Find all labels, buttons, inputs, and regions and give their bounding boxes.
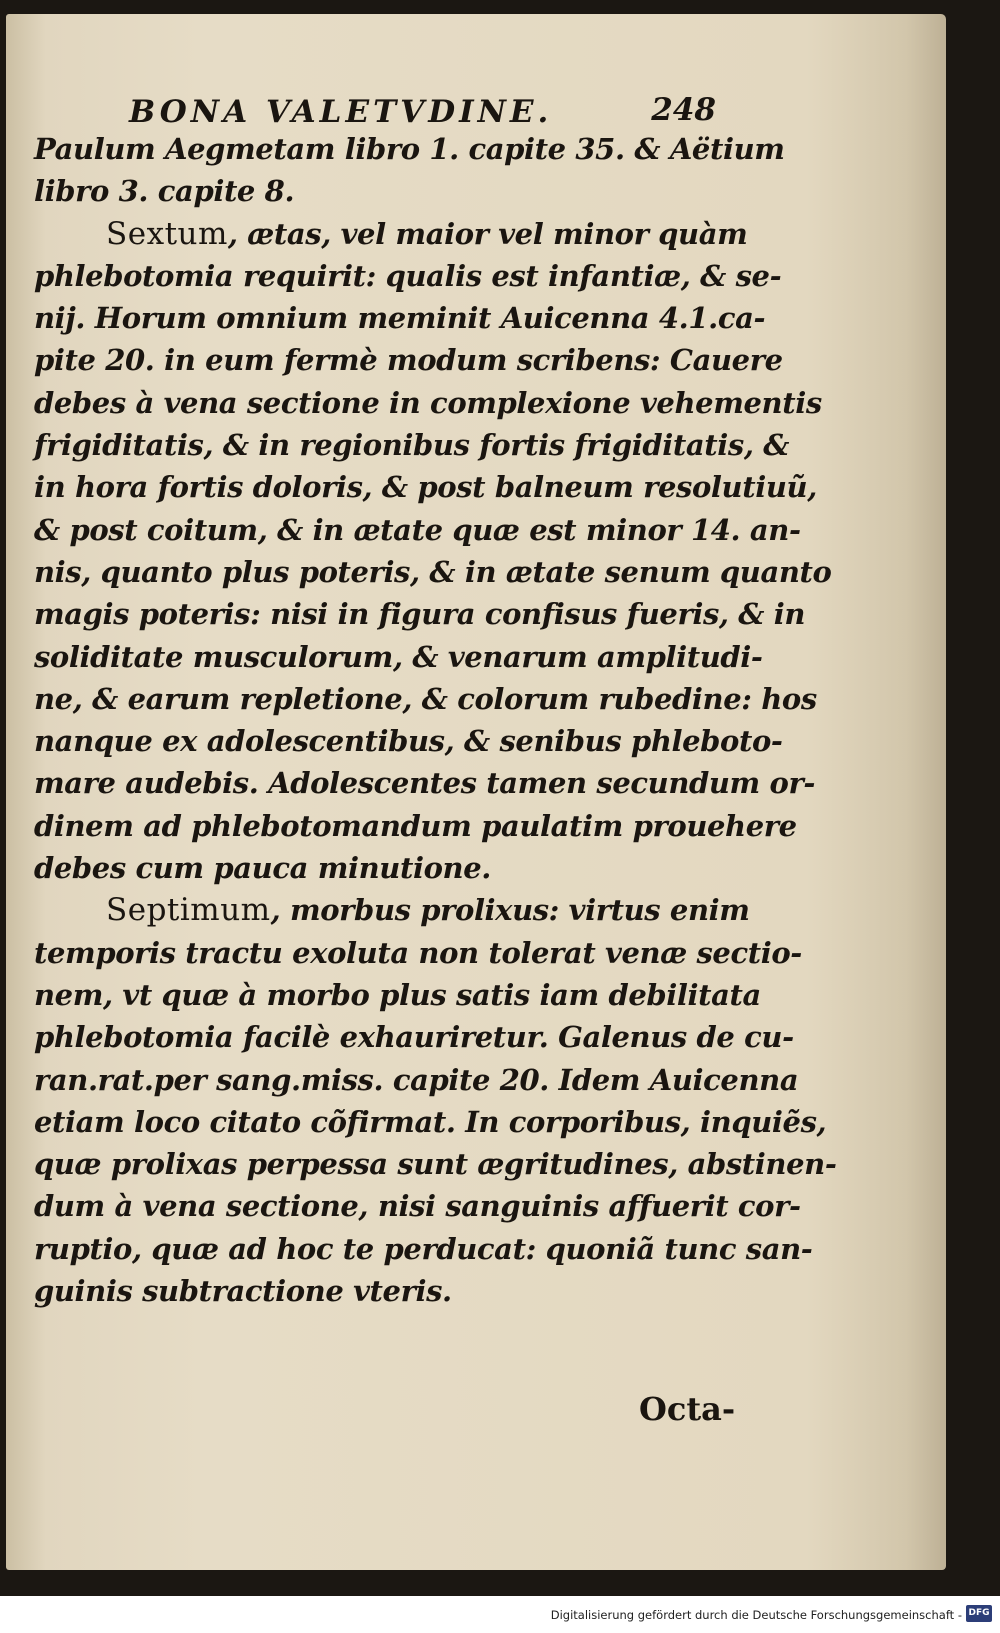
page-number: 248	[651, 92, 716, 128]
text-line: ran.rat.per sang.miss. capite 20. Idem Auicenna	[34, 1062, 799, 1097]
text-line: dum à vena sectione, nisi sanguinis affuerit cor-	[34, 1189, 801, 1224]
text-line: ruptio, quæ ad hoc te perducat: quoniã tunc san-	[34, 1231, 813, 1266]
book-page	[6, 14, 946, 1570]
text-line-lead	[34, 213, 748, 255]
text-line-lead	[34, 889, 750, 931]
text-line: pite 20. in eum fermè modum scribens: Cauere	[34, 343, 783, 378]
text-line: frigiditatis, & in regionibus fortis frigiditatis, &	[34, 428, 789, 463]
text-line: phlebotomia requirit: qualis est infantiæ, & se-	[34, 258, 782, 293]
page-text-block	[34, 74, 837, 1428]
text-line: quæ prolixas perpessa sunt ægritudines, abstinen-	[34, 1147, 837, 1182]
text-line: mare audebis. Adolescentes tamen secundum or-	[34, 766, 816, 801]
text-line: ne, & earum repletione, & colorum rubedine: hos	[34, 681, 817, 716]
funding-credit: Digitalisierung gefördert durch die Deutsche Forschungsgemeinschaft -	[550, 1608, 962, 1622]
running-head	[34, 74, 724, 128]
text-line: soliditate musculorum, & venarum amplitudi-	[34, 639, 763, 674]
paragraph-reference	[34, 128, 785, 213]
paragraph-sextum	[34, 213, 832, 890]
text-line: nij. Horum omnium meminit Auicenna 4.1.ca-	[34, 301, 766, 336]
paragraph-septimum	[34, 889, 837, 1312]
text-line: dinem ad phlebotomandum paulatim prouehere	[34, 808, 797, 843]
text-line: debes à vena sectione in complexione vehementis	[34, 385, 822, 420]
text-line: libro 3. capite 8.	[34, 174, 295, 209]
text-line: etiam loco citato cõfirmat. In corporibus, inquiẽs,	[34, 1104, 827, 1139]
text-line: temporis tractu exoluta non tolerat venæ sectio-	[34, 935, 802, 970]
catchword: Octa-	[639, 1390, 736, 1428]
text-line: phlebotomia facilè exhauriretur. Galenus de cu-	[34, 1020, 794, 1055]
text-line: guinis subtractione vteris.	[34, 1274, 452, 1309]
running-head-title: BONA VALETVDINE.	[129, 94, 553, 130]
text-line: magis poteris: nisi in figura confisus fueris, & in	[34, 597, 806, 632]
text-line: nanque ex adolescentibus, & senibus phleboto-	[34, 724, 783, 759]
text-line: in hora fortis doloris, & post balneum resolutiuũ,	[34, 470, 817, 505]
text-line: nis, quanto plus poteris, & in ætate senum quanto	[34, 554, 832, 589]
text-line: & post coitum, & in ætate quæ est minor 14. an-	[34, 512, 801, 547]
text-line: debes cum pauca minutione.	[34, 851, 491, 886]
text-line-rest: , ætas, vel maior vel minor quàm	[227, 216, 748, 251]
text-line-rest: , morbus prolixus: virtus enim	[270, 893, 750, 928]
lead-word: Sextum	[106, 215, 228, 252]
text-line: Paulum Aegmetam libro 1. capite 35. & Aëtium	[34, 132, 785, 166]
footer-bar	[0, 1596, 1000, 1633]
dfg-logo-icon[interactable]: DFG	[966, 1605, 992, 1622]
text-line: nem, vt quæ à morbo plus satis iam debilitata	[34, 977, 761, 1012]
lead-word: Septimum	[106, 892, 271, 929]
